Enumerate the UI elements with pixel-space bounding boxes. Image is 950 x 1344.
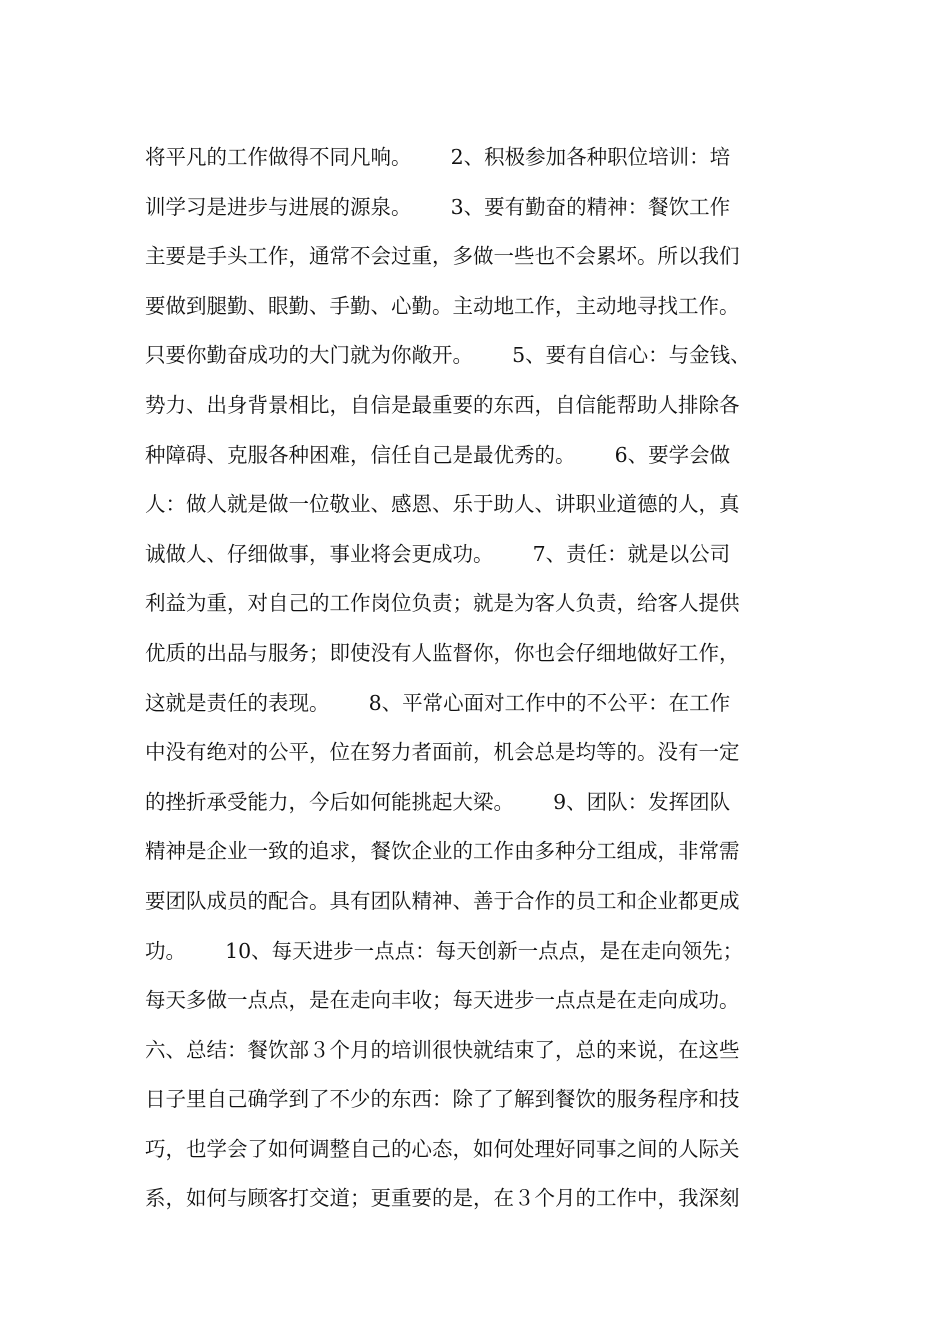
text-line: 系，如何与顾客打交道；更重要的是，在３个月的工作中，我深刻	[145, 1186, 740, 1211]
text-line: 中没有绝对的公平，位在努力者面前，机会总是均等的。没有一定	[145, 740, 740, 765]
text-line: 每天多做一点点，是在走向丰收；每天进步一点点是在走向成功。	[145, 988, 740, 1013]
text-line: 诚做人、仔细做事，事业将会更成功。 7、责任：就是以公司	[145, 541, 731, 566]
text-line: 利益为重，对自己的工作岗位负责；就是为客人负责，给客人提供	[145, 591, 740, 616]
text-line: 要团队成员的配合。具有团队精神、善于合作的员工和企业都更成	[145, 888, 740, 913]
text-line: 这就是责任的表现。 8、平常心面对工作中的不公平：在工作	[145, 690, 731, 715]
text-line: 精神是企业一致的追求，餐饮企业的工作由多种分工组成，非常需	[145, 839, 740, 864]
text-line: 的挫折承受能力，今后如何能挑起大梁。 9、团队：发挥团队	[145, 789, 731, 814]
body-text	[145, 133, 825, 1224]
text-line: 只要你勤奋成功的大门就为你敞开。 5、要有自信心：与金钱、	[145, 343, 751, 368]
text-line: 要做到腿勤、眼勤、手勤、心勤。主动地工作，主动地寻找工作。	[145, 293, 740, 318]
text-line: 优质的出品与服务；即使没有人监督你，你也会仔细地做好工作，	[145, 640, 740, 665]
text-line: 巧，也学会了如何调整自己的心态，如何处理好同事之间的人际关	[145, 1136, 740, 1161]
text-line: 六、总结：餐饮部３个月的培训很快就结束了，总的来说，在这些	[145, 1037, 740, 1062]
text-line: 人：做人就是做一位敬业、感恩、乐于助人、讲职业道德的人，真	[145, 492, 740, 517]
text-line: 日子里自己确学到了不少的东西：除了了解到餐饮的服务程序和技	[145, 1087, 740, 1112]
text-line: 种障碍、克服各种困难，信任自己是最优秀的。 6、要学会做	[145, 442, 731, 467]
text-line: 功。 10、每天进步一点点：每天创新一点点，是在走向领先；	[145, 938, 744, 963]
text-line: 势力、出身背景相比，自信是最重要的东西，自信能帮助人排除各	[145, 392, 740, 417]
text-line: 主要是手头工作，通常不会过重，多做一些也不会累坏。所以我们	[145, 244, 740, 269]
text-line: 将平凡的工作做得不同凡响。 2、积极参加各种职位培训：培	[145, 145, 731, 169]
text-line: 训学习是进步与进展的源泉。 3、要有勤奋的精神：餐饮工作	[145, 194, 731, 219]
